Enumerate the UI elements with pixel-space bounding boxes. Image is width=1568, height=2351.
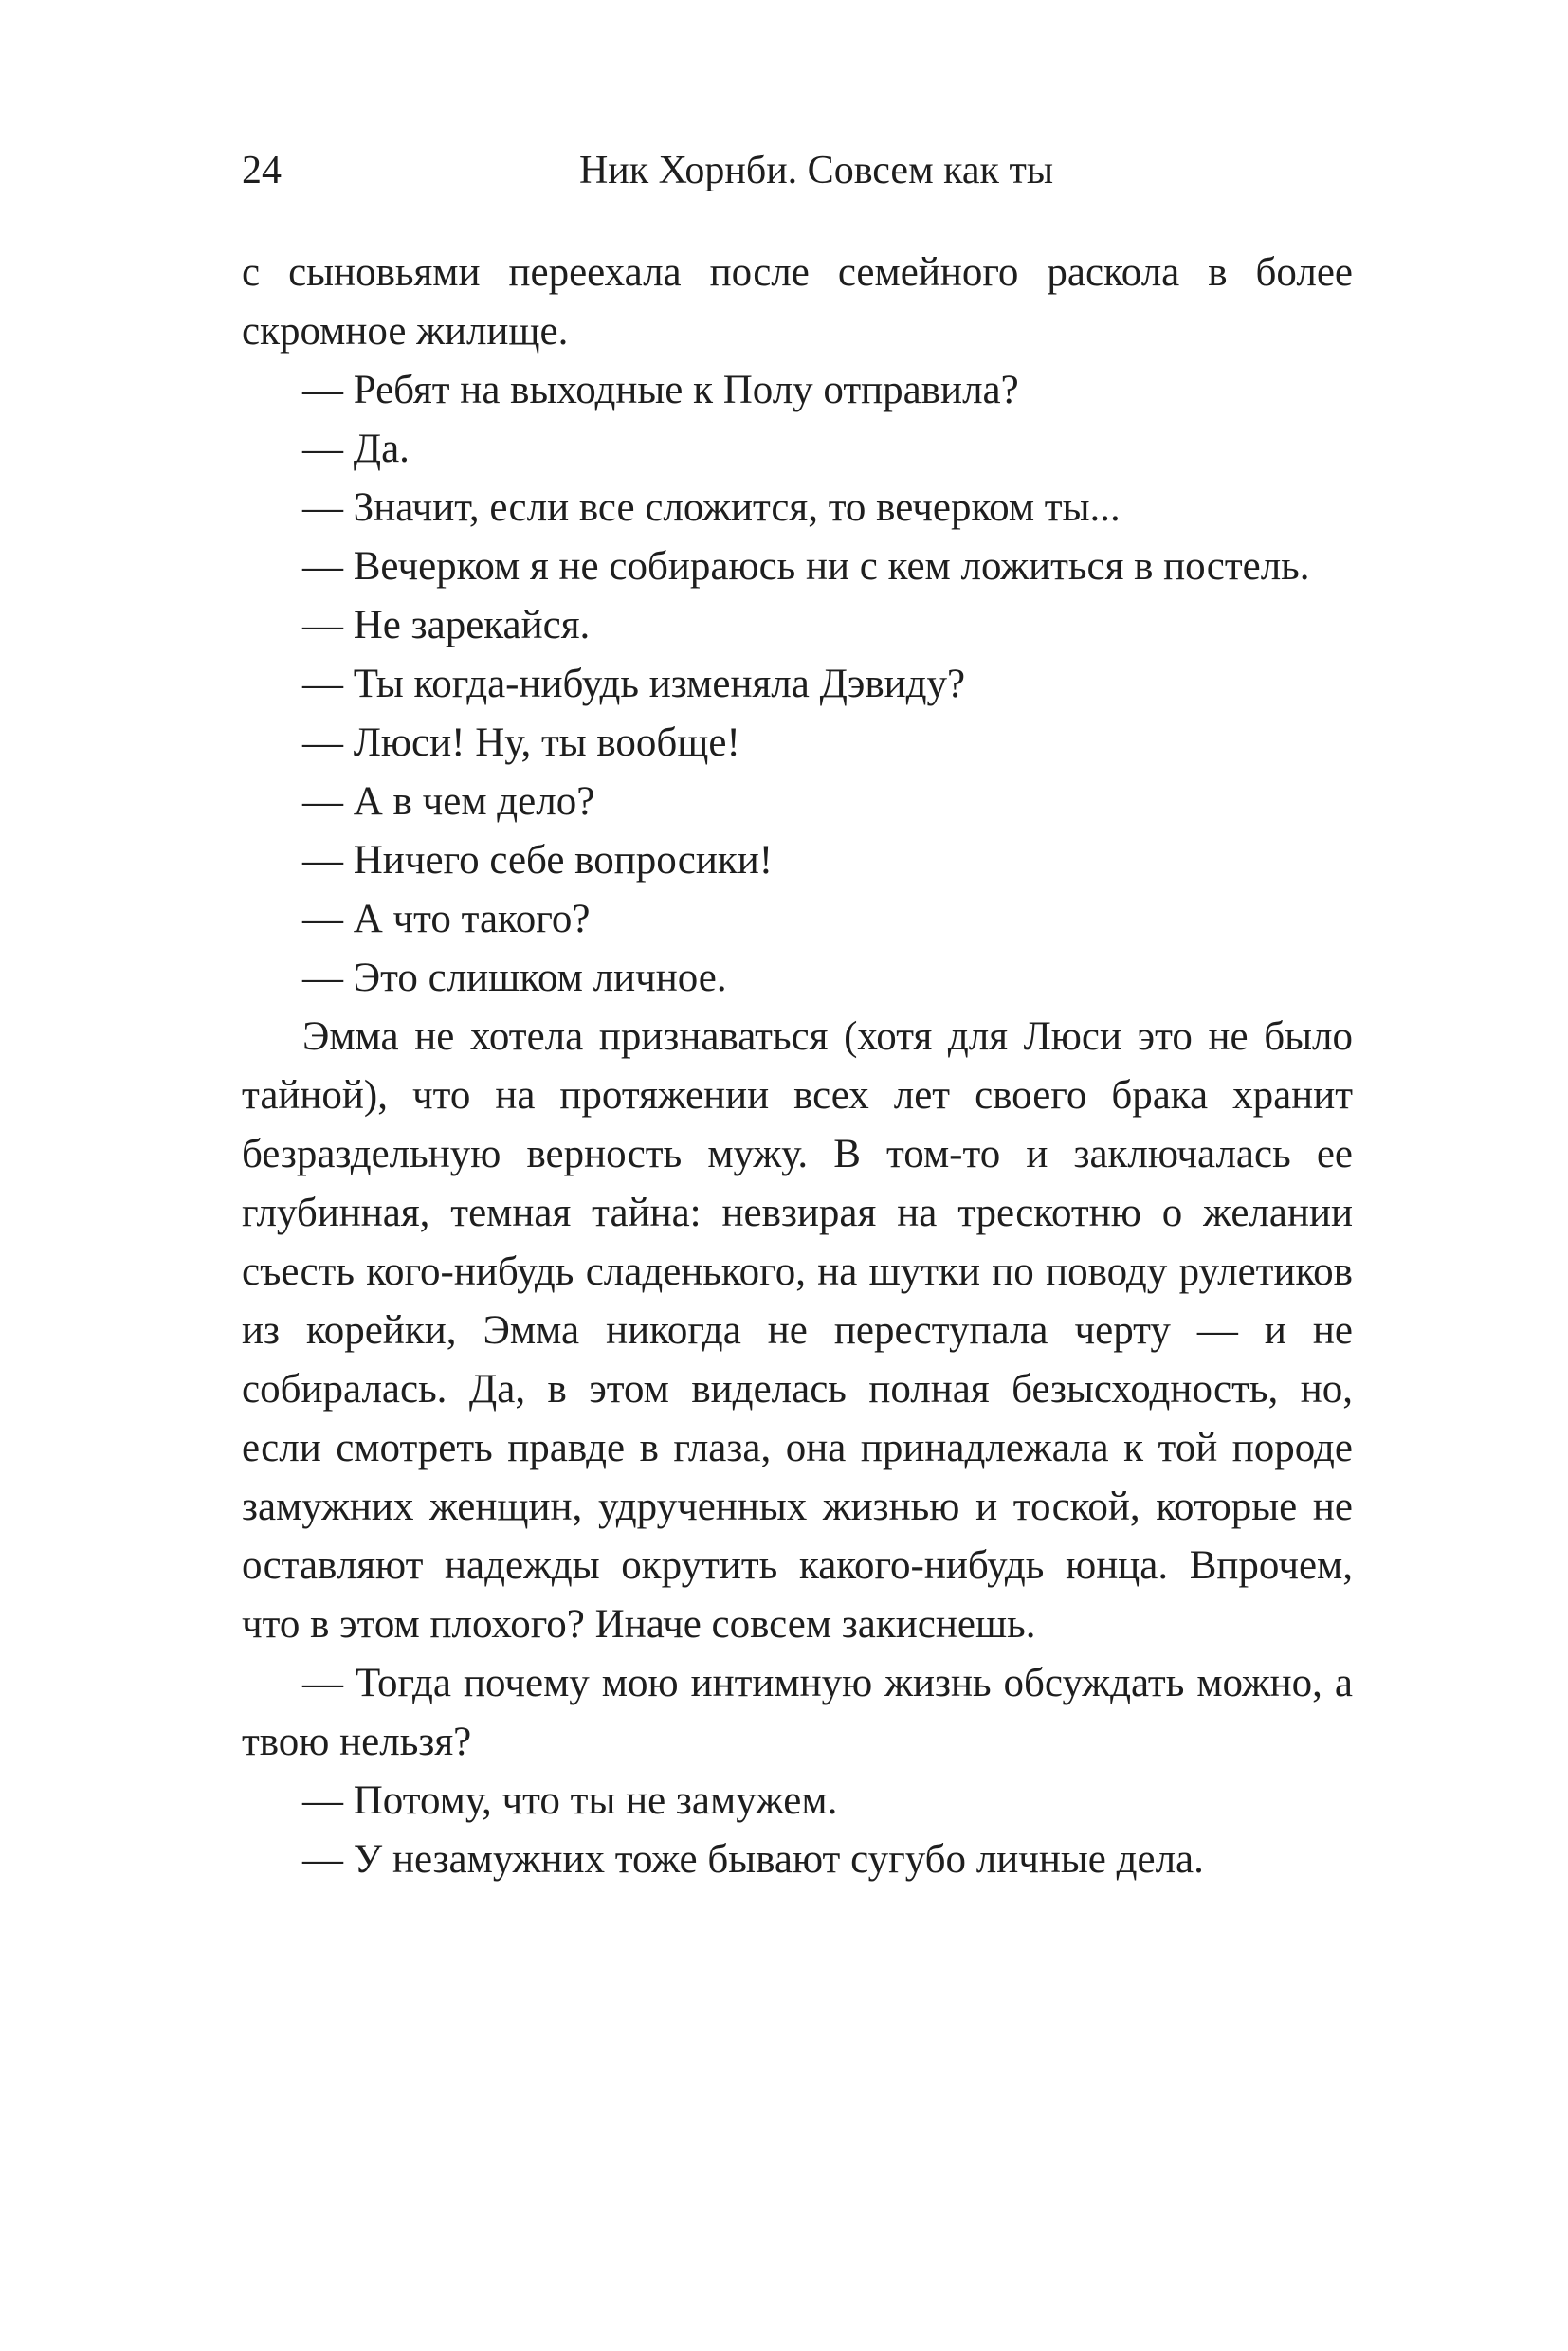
dialogue-line: — А в чем дело? (302, 779, 595, 824)
page-number: 24 (242, 149, 282, 192)
dialogue-line: — Ничего себе вопросики! (302, 838, 774, 883)
book-page (242, 142, 1353, 1889)
narrative-paragraph: Эмма не хотела признаваться (хотя для Люси это не было тайной), что на протяжении всех лет своего брака хранит безраздельную верность мужу. В том-то и заключалась ее глубинная, темная тайна: невзирая на трескотню о желании съесть кого-нибудь сладенького, на шутки по поводу рулетиков из корейки, Эмма никогда не переступала черту — и не собиралась. Да, в этом виделась полная безысходность, но, если смотреть правде в глаза, она принадлежала к той породе замужних женщин, удрученных жизнью и тоской, которые не оставляют надежды окрутить какого-нибудь юнца. Впрочем, что в этом плохого? Иначе совсем закиснешь. (242, 1014, 1353, 1647)
dialogue-line: — Люси! Ну, ты вообще! (302, 720, 740, 765)
dialogue-line: — Потому, что ты не замужем. (302, 1778, 838, 1823)
dialogue-line: — Это слишком личное. (302, 956, 727, 1000)
dialogue-line: — Тогда почему мою интимную жизнь обсуждать можно, а твою нельзя? (242, 1661, 1353, 1764)
book-title: Ник Хорнби. Совсем как ты (578, 149, 1054, 192)
paragraph-continuation: с сыновьями переехала после семейного раскола в более скромное жилище. (242, 250, 1353, 354)
dialogue-line: — Вечерком я не собираюсь ни с кем ложиться в постель. (302, 544, 1310, 589)
dialogue-line: — Значит, если все сложится, то вечерком ты... (302, 485, 1121, 530)
dialogue-line: — У незамужних тоже бывают сугубо личные дела. (302, 1837, 1204, 1882)
dialogue-line: — Ты когда-нибудь изменяла Дэвиду? (302, 662, 966, 706)
dialogue-line: — А что такого? (302, 897, 591, 941)
running-head (242, 142, 1353, 199)
text-body (242, 244, 1353, 1889)
dialogue-line: — Ребят на выходные к Полу отправила? (302, 368, 1019, 412)
dialogue-line: — Не зарекайся. (302, 603, 591, 647)
dialogue-line: — Да. (302, 427, 410, 471)
